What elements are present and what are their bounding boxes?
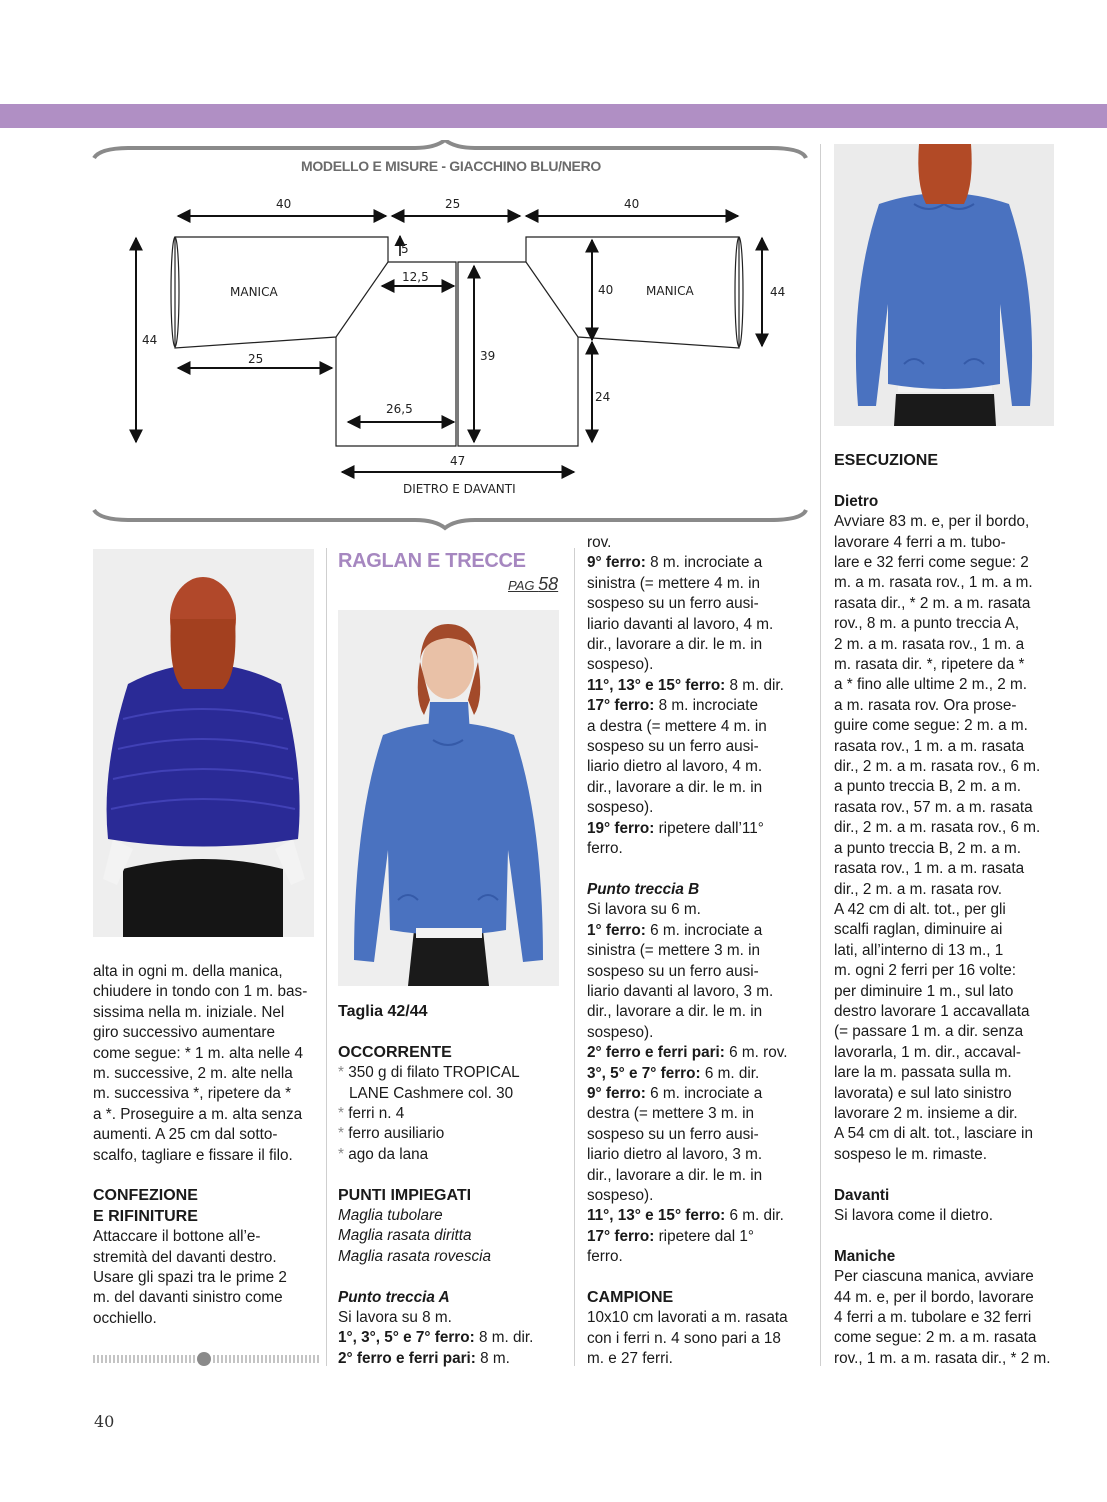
text-line: sinistra (= mettere 4 m. in (587, 574, 760, 592)
text-line: sospeso). (587, 656, 654, 674)
list-item-cont: LANE Cashmere col. 30 (349, 1084, 514, 1102)
top-color-band (0, 104, 1107, 128)
text-line: per diminuire 1 m., sul lato (834, 982, 1014, 1000)
text-line: liario dietro al lavoro, 3 m. (587, 1146, 763, 1164)
measure-label: 44 (770, 285, 786, 299)
text-line: rov., 8 m. a punto treccia A, (834, 615, 1020, 633)
text-line: scalfo, tagliare e fissare il filo. (93, 1146, 293, 1164)
text-line: dir., 2 m. a m. rasata rov., 6 m. (834, 758, 1041, 776)
text-line: 17° ferro: ripetere dal 1° (587, 1227, 754, 1245)
subheading: Punto treccia A (338, 1288, 450, 1306)
stitch-name: Maglia tubolare (338, 1207, 443, 1225)
text-line: stremità del davanti destro. (93, 1248, 277, 1266)
text-line: alta in ogni m. della manica, (93, 963, 283, 980)
text-line: lavorare 2 m. insieme a dir. (834, 1104, 1018, 1122)
text-line: sospeso). (587, 1186, 654, 1204)
text-line: come segue: * 1 m. alta nelle 4 (93, 1044, 304, 1062)
list-item: * ferri n. 4 (338, 1105, 405, 1123)
text-line: dir., lavorare a dir. le m. in (587, 636, 763, 654)
text-line: rasata rov., 57 m. a m. rasata (834, 798, 1033, 816)
text-line: 10x10 cm lavorati a m. rasata (587, 1309, 788, 1327)
measure-label: 44 (142, 333, 158, 347)
column-divider (574, 548, 575, 1366)
text-line: Per ciascuna manica, avviare (834, 1268, 1034, 1286)
section-title: RAGLAN E TRECCE (338, 550, 526, 572)
text-line: sospeso su un ferro ausi- (587, 1125, 759, 1143)
text-line: A 42 cm di alt. tot., per gli (834, 900, 1006, 918)
text-line: 2 m. a m. rasata rov., 1 m. a (834, 635, 1025, 653)
text-line: 3°, 5° e 7° ferro: 6 m. dir. (587, 1064, 760, 1082)
text-line: 19° ferro: ripetere dall’11° (587, 819, 764, 837)
measure-label: 25 (445, 197, 461, 211)
text-line: sissima nella m. iniziale. Nel (93, 1003, 285, 1021)
sweater-front-photo (338, 610, 559, 986)
column-4 (834, 451, 1055, 1369)
text-line: sinistra (= mettere 3 m. in (587, 942, 760, 960)
text-line: dir., lavorare a dir. le m. in (587, 1003, 763, 1021)
section-heading: ESECUZIONE (834, 452, 939, 469)
column-3 (587, 533, 808, 1370)
text-line: occhiello. (93, 1309, 157, 1327)
text-line: liario davanti al lavoro, 4 m. (587, 615, 774, 633)
text-line: sospeso le m. rimaste. (834, 1145, 988, 1163)
text-line: 4 ferri a m. tubolare e 32 ferri (834, 1309, 1032, 1327)
measurements-diagram (90, 140, 812, 532)
text-line: m. ogni 2 ferri per 16 volte: (834, 962, 1016, 980)
text-line: m. successive, 2 m. alte nella (93, 1065, 293, 1083)
text-line: come segue: 2 m. a m. rasata (834, 1329, 1037, 1347)
text-line: sospeso). (587, 799, 654, 817)
text-line: (= passare 1 m. a dir. senza (834, 1023, 1024, 1041)
size-heading: Taglia 42/44 (338, 1003, 428, 1020)
subheading: Punto treccia B (587, 880, 700, 898)
text-line: Si lavora come il dietro. (834, 1207, 993, 1224)
text-line: a m. rasata rov. Ora prose- (834, 696, 1017, 714)
text-line: liario davanti al lavoro, 3 m. (587, 982, 774, 1000)
text-line: a punto treccia B, 2 m. a m. (834, 778, 1022, 796)
sleeve-label: MANICA (646, 284, 694, 298)
list-item: * 350 g di filato TROPICAL (338, 1064, 520, 1082)
measure-label: 40 (598, 283, 614, 297)
text-line: 9° ferro: 8 m. incrociate a (587, 554, 763, 572)
text-line: Si lavora su 8 m. (338, 1309, 452, 1327)
text-line: sospeso su un ferro ausi- (587, 738, 759, 756)
section-heading: E RIFINITURE (93, 1207, 198, 1225)
text-line: rov. (587, 534, 612, 551)
text-line: m. del davanti sinistro come (93, 1289, 283, 1307)
text-line: sospeso su un ferro ausi- (587, 962, 759, 980)
text-line: chiudere in tondo con 1 m. bas- (93, 983, 308, 1001)
measure-label: 25 (248, 352, 264, 366)
text-line: lavorarla, 1 m. dir., accaval- (834, 1043, 1022, 1061)
page-ref-prefix: PAG (508, 578, 535, 593)
subheading: Dietro (834, 492, 879, 510)
measure-label: 26,5 (386, 402, 413, 416)
sleeve-label: MANICA (230, 285, 278, 299)
list-item: * ago da lana (338, 1145, 429, 1163)
text-line: 1°, 3°, 5° e 7° ferro: 8 m. dir. (338, 1329, 534, 1347)
text-line: 9° ferro: 6 m. incrociate a (587, 1084, 763, 1102)
text-line: lavorare 4 ferri a m. tubo- (834, 533, 1006, 551)
text-line: lati, all’interno di 13 m., 1 (834, 941, 1004, 959)
text-line: a punto treccia B, 2 m. a m. (834, 839, 1022, 857)
text-line: rasata rov., 1 m. a m. rasata (834, 737, 1025, 755)
text-line: m. a m. rasata rov., 1 m. a m. (834, 574, 1033, 592)
section-heading: CONFEZIONE (93, 1187, 198, 1205)
text-line: liario dietro al lavoro, 4 m. (587, 758, 763, 776)
text-line: A 54 cm di alt. tot., lasciare in (834, 1125, 1033, 1143)
measure-label: 24 (595, 390, 611, 404)
section-heading: CAMPIONE (587, 1289, 674, 1306)
text-line: a *. Proseguire a m. alta senza (93, 1105, 303, 1123)
text-line: destra (= mettere 3 m. in (587, 1105, 755, 1123)
page-number: 40 (94, 1412, 115, 1431)
text-line: con i ferri n. 4 sono pari a 18 (587, 1329, 781, 1347)
text-line: 1° ferro: 6 m. incrociate a (587, 921, 763, 939)
text-line: 44 m. e, per il bordo, lavorare (834, 1288, 1034, 1306)
text-line: scalfi raglan, diminuire ai (834, 921, 1003, 939)
text-line: Usare gli spazi tra le prime 2 (93, 1269, 287, 1287)
text-line: 2° ferro e ferri pari: 8 m. (338, 1349, 510, 1367)
text-line: lare e 32 ferri come segue: 2 (834, 554, 1029, 572)
text-line: a * fino alle ultime 2 m., 2 m. (834, 676, 1027, 694)
text-line: a destra (= mettere 4 m. in (587, 717, 767, 735)
text-line: rov., 1 m. a m. rasata dir., * 2 m. (834, 1349, 1051, 1367)
stitch-name: Maglia rasata rovescia (338, 1247, 492, 1265)
column-divider (820, 144, 821, 1366)
text-line: rasata dir., * 2 m. a m. rasata (834, 594, 1031, 612)
cape-photo (93, 549, 314, 937)
subheading: Davanti (834, 1186, 890, 1204)
text-line: sospeso). (587, 1023, 654, 1041)
column-divider (326, 548, 327, 1366)
text-line: Avviare 83 m. e, per il bordo, (834, 513, 1030, 531)
column-1 (93, 962, 314, 1329)
column-2 (338, 1002, 560, 1369)
text-line: 17° ferro: 8 m. incrociate (587, 697, 759, 715)
measure-label: 39 (480, 349, 496, 363)
text-line: Attaccare il bottone all’e- (93, 1228, 261, 1246)
text-line: rasata rov., 1 m. a m. rasata (834, 860, 1025, 878)
text-line: 11°, 13° e 15° ferro: 8 m. dir. (587, 676, 784, 694)
text-line: lavorata) e sul lato sinistro (834, 1084, 1012, 1102)
text-line: dir., 2 m. a m. rasata rov., 6 m. (834, 819, 1041, 837)
measure-label: 40 (276, 197, 292, 211)
sweater-back-photo (834, 144, 1054, 426)
text-line: dir., lavorare a dir. le m. in (587, 778, 763, 796)
text-line: ferro. (587, 1248, 623, 1266)
text-line: giro successivo aumentare (93, 1024, 275, 1042)
text-line: 11°, 13° e 15° ferro: 6 m. dir. (587, 1207, 784, 1225)
subheading: Maniche (834, 1247, 896, 1265)
text-line: dir., 2 m. a m. rasata rov. (834, 880, 1003, 898)
measure-label: 47 (450, 454, 466, 468)
text-line: lare la m. passata sulla m. (834, 1064, 1012, 1082)
page-reference (508, 574, 558, 595)
section-heading: OCCORRENTE (338, 1043, 452, 1061)
text-line: ferro. (587, 840, 623, 858)
list-item: * ferro ausiliario (338, 1125, 445, 1143)
diagram-title: MODELLO E MISURE - GIACCHINO BLU/NERO (300, 158, 601, 174)
body-label: DIETRO E DAVANTI (403, 482, 516, 496)
text-line: 2° ferro e ferri pari: 6 m. rov. (587, 1044, 788, 1062)
stitch-name: Maglia rasata diritta (338, 1227, 472, 1245)
text-line: aumenti. A 25 cm dal sotto- (93, 1126, 278, 1144)
text-line: dir., lavorare a dir. le m. in (587, 1166, 763, 1184)
text-line: sospeso su un ferro ausi- (587, 595, 759, 613)
measure-label: 5 (401, 242, 409, 256)
text-line: m. rasata dir. *, ripetere da * (834, 656, 1025, 674)
text-line: destro lavorare 1 accavallata (834, 1002, 1030, 1020)
text-line: m. successiva *, ripetere da * (93, 1085, 292, 1103)
page-ref-number: 58 (538, 574, 559, 594)
measure-label: 40 (624, 197, 640, 211)
text-line: guire come segue: 2 m. a m. (834, 717, 1028, 735)
text-line: Si lavora su 6 m. (587, 901, 701, 919)
decorative-dotted-rule (92, 1352, 322, 1366)
text-line: m. e 27 ferri. (587, 1350, 673, 1368)
section-heading: PUNTI IMPIEGATI (338, 1186, 472, 1204)
measure-label: 12,5 (402, 270, 429, 284)
